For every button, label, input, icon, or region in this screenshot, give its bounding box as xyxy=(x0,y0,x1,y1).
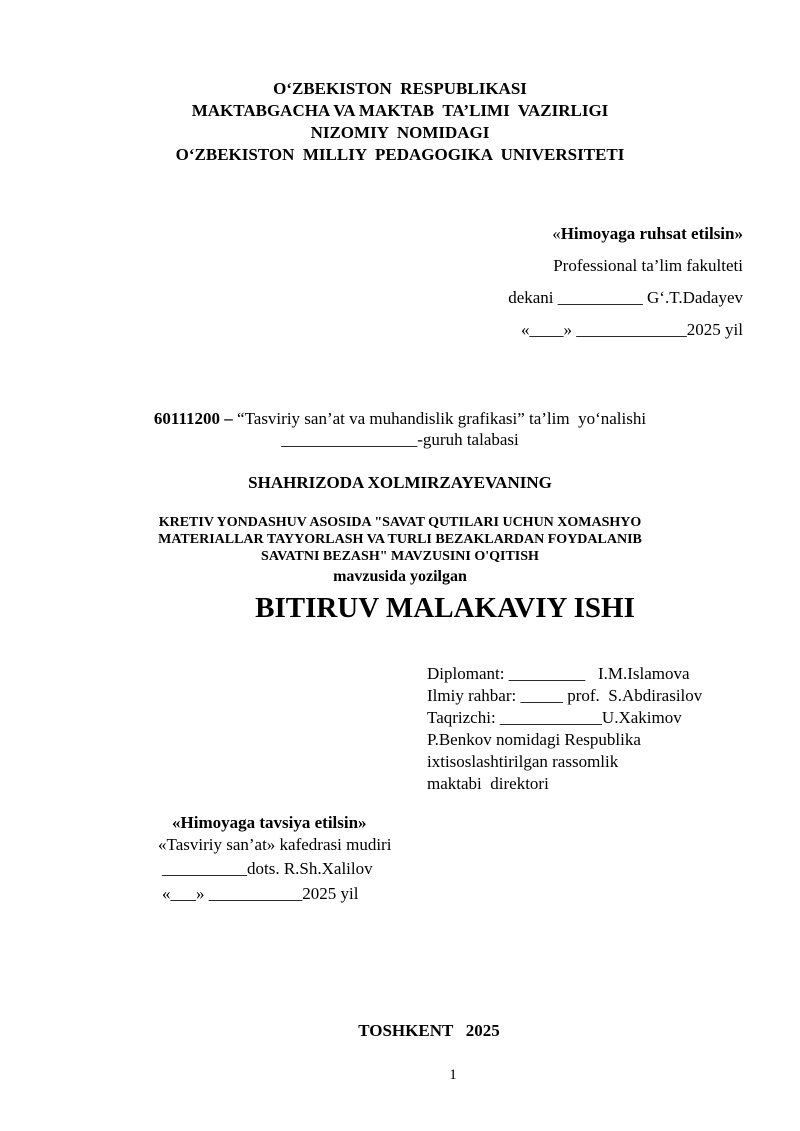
recommendation-title: «Himoyaga tavsiya etilsin» xyxy=(172,813,367,832)
direction-name: “Tasviriy san’at va muhandislik grafikasi” ta’lim yo‘nalishi xyxy=(232,409,647,428)
approval-date: «____» _____________2025 yil xyxy=(521,320,743,339)
header-line-4: O‘ZBEKISTON MILLIY PEDAGOGIKA UNIVERSITETI xyxy=(175,145,625,164)
signatory-reviewer: Taqrizchi: ____________U.Xakimov xyxy=(427,708,682,727)
topic-line-3: SAVATNI BEZASH" MAVZUSINI O'QITISH xyxy=(261,549,539,564)
signatory-diplomant: Diplomant: _________ I.M.Islamova xyxy=(427,664,690,683)
signatory-supervisor: Ilmiy rahbar: _____ prof. S.Abdirasilov xyxy=(427,686,703,705)
direction-group: ________________-guruh talabasi xyxy=(281,430,519,449)
approval-quote-open: « xyxy=(552,224,561,243)
recommendation-date: «___» ___________2025 yil xyxy=(162,884,359,903)
work-title: BITIRUV MALAKAVIY ISHI xyxy=(255,592,635,624)
topic-line-4: mavzusida yozilgan xyxy=(333,568,467,585)
header-line-2: MAKTABGACHA VA MAKTAB TA’LIMI VAZIRLIGI xyxy=(191,101,609,120)
recommendation-head: __________dots. R.Sh.Xalilov xyxy=(162,859,373,878)
footer-city-year: TOSHKENT 2025 xyxy=(358,1021,500,1040)
approval-dean: dekani __________ G‘.T.Dadayev xyxy=(508,288,743,307)
page-number: 1 xyxy=(449,1067,457,1083)
header-line-3: NIZOMIY NOMIDAGI xyxy=(310,123,490,142)
approval-faculty: Professional ta’lim fakulteti xyxy=(553,256,743,275)
header-line-1: O‘ZBEKISTON RESPUBLIKASI xyxy=(273,79,527,98)
direction-code: 60111200 – xyxy=(153,409,233,428)
signatory-org-2: ixtisoslashtirilgan rassomlik xyxy=(427,752,619,771)
recommendation-dept: «Tasviriy san’at» kafedrasi mudiri xyxy=(158,835,392,854)
approval-title-text: Himoyaga ruhsat etilsin» xyxy=(560,224,743,243)
topic-line-1: KRETIV YONDASHUV ASOSIDA "SAVAT QUTILARI UCHUN XOMASHYO xyxy=(158,515,642,530)
signatory-org-1: P.Benkov nomidagi Respublika xyxy=(427,730,641,749)
signatory-org-3: maktabi direktori xyxy=(427,774,549,793)
topic-line-2: MATERIALLAR TAYYORLASH VA TURLI BEZAKLARDAN FOYDALANIB xyxy=(158,532,642,547)
student-name: SHAHRIZODA XOLMIRZAYEVANING xyxy=(248,473,552,492)
direction-line xyxy=(0,409,800,429)
approval-title xyxy=(552,224,743,244)
